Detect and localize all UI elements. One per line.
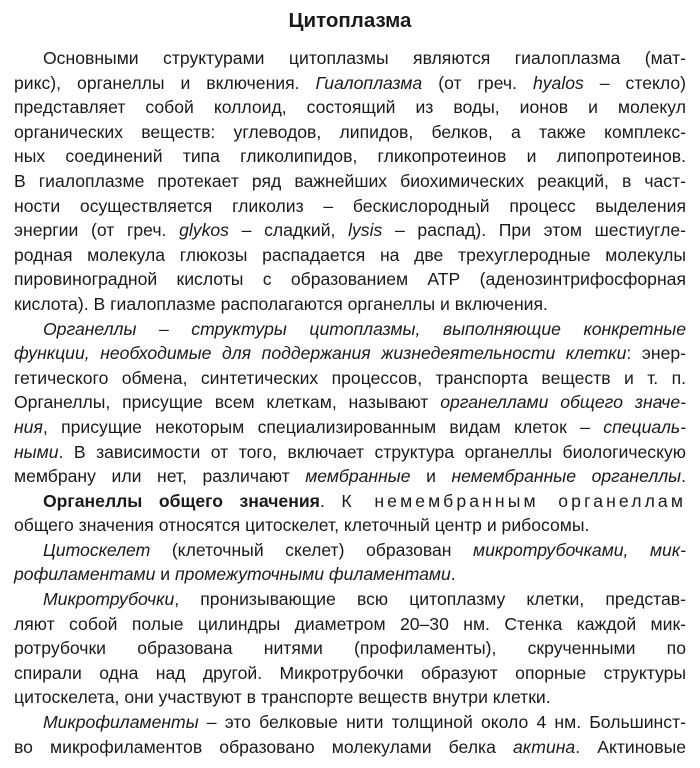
text-run: Основными структурами цитоплазмы являются гиалоплазма (мат- <box>43 48 686 68</box>
italic-term: hyalos <box>532 72 584 93</box>
text-line <box>14 464 686 489</box>
text-line <box>14 661 686 686</box>
text-run: представляет собой коллоид, состоящий из воды, ионов и молекул <box>14 97 686 118</box>
text-run: ротрубочки образована нитями (профиламенты), скрученными по <box>14 638 686 659</box>
text-run: и <box>410 466 452 487</box>
text-run: органических веществ: углеводов, липидов, белков, а также комплекс- <box>14 121 686 142</box>
text-run: (от греч. <box>422 72 533 93</box>
text-run: рикс), органеллы и включения. <box>14 72 316 93</box>
text-run: (клеточный скелет) образован <box>150 539 474 560</box>
text-line <box>14 366 686 391</box>
text-run: К немембранным органеллам <box>341 490 687 511</box>
text-run: , пронизывающие всю цитоплазму клетки, представ- <box>174 589 686 610</box>
italic-term: ными <box>14 441 59 462</box>
bold-heading: Органеллы общего значения <box>43 490 320 511</box>
text-run: ных соединений типа гликолипидов, гликопротеинов и липопротеинов. <box>14 146 686 167</box>
text-line <box>14 95 686 120</box>
italic-term: функции, необходимые для поддержания жизнедеятельности клетки <box>14 343 627 364</box>
text-line <box>14 292 686 317</box>
text-run: кислота). В гиалоплазме располагаются органеллы и включения. <box>14 293 548 314</box>
italic-term: актина <box>513 736 576 757</box>
text-line <box>14 267 686 292</box>
text-line <box>14 538 686 563</box>
italic-term: микротрубочками, <box>473 539 650 560</box>
text-line <box>14 218 686 243</box>
text-line <box>14 144 686 169</box>
text-line <box>14 612 686 637</box>
text-run: – это белковые нити толщиной около 4 нм. Большинст- <box>198 712 686 733</box>
text-run: общего значения относятся цитоскелет, клеточный центр и рибосомы. <box>14 515 590 536</box>
italic-term: lysis <box>348 220 383 241</box>
text-run: . <box>319 490 342 511</box>
text-line <box>14 415 686 440</box>
italic-term: Микротрубочки <box>43 589 175 610</box>
italic-term: Органеллы – структуры цитоплазмы, выполняющие конкретные <box>43 318 686 339</box>
italic-term: рофиламентами <box>14 564 156 585</box>
text-run: , присущие некоторым специализированным видам клеток – <box>42 416 604 437</box>
italic-term: немембранные органеллы <box>451 466 682 487</box>
text-line <box>14 341 686 366</box>
text-run: во микрофиламентов образовано молекулами белка <box>14 736 513 757</box>
text-line <box>14 562 686 587</box>
text-run: . В зависимости от того, включает структура органеллы биологическую <box>58 441 686 462</box>
text-run: родная молекула глюкозы распадается на две трехуглеродные молекулы <box>14 244 686 265</box>
text-line <box>14 46 686 71</box>
text-run: цитоскелета, они участвуют в транспорте веществ внутри клетки. <box>14 687 551 708</box>
text-run: . Актиновые <box>575 736 686 757</box>
text-run: . <box>450 564 456 585</box>
text-line <box>14 513 686 538</box>
text-run: мембрану или нет, различают <box>14 466 306 487</box>
text-line <box>14 685 686 710</box>
text-line <box>14 735 686 760</box>
page-title: Цитоплазма <box>288 9 412 32</box>
text-line <box>14 120 686 145</box>
text-run: : энер- <box>626 343 686 364</box>
text-line <box>14 390 686 415</box>
text-run: и <box>155 564 175 585</box>
italic-term: Цитоскелет <box>43 539 151 560</box>
italic-term: мембранные <box>305 466 411 487</box>
italic-term: ми <box>649 539 672 560</box>
text-line <box>14 440 686 465</box>
italic-term: Микрофиламенты <box>43 712 199 733</box>
text-run: ляют собой полые цилиндры диаметром 20–30 нм. Стенка каждой мик- <box>14 613 686 634</box>
italic-term: Гиалоплазма <box>315 72 423 93</box>
text-run: спирали одна над другой. Микротрубочки образуют опорные структуры <box>14 662 686 683</box>
text-run: Органеллы, присущие всем клеткам, называют <box>14 392 441 413</box>
text-run: . <box>681 466 686 487</box>
text-run: – стекло) <box>583 72 687 93</box>
text-run: – распад). При этом шестиугле- <box>382 220 686 241</box>
italic-term: специаль- <box>603 416 686 437</box>
text-line <box>14 71 686 96</box>
text-line <box>14 317 686 342</box>
text-line <box>14 710 686 735</box>
text-line <box>14 636 686 661</box>
text-line <box>14 587 686 612</box>
text-line <box>14 169 686 194</box>
text-run: В гиалоплазме протекает ряд важнейших биохимических реакций, в част- <box>14 170 686 191</box>
text-line <box>14 243 686 268</box>
text-line <box>14 194 686 219</box>
text-run: – сладкий, <box>228 220 349 241</box>
text-run: ности осуществляется гликолиз – бескислородный процесс выделения <box>14 195 686 216</box>
italic-term: органеллами общего значе- <box>440 392 686 413</box>
text-line <box>14 489 686 514</box>
body-text <box>14 46 686 759</box>
text-run: пировиноградной кислоты с образованием АТР (аденозинтрифосфорная <box>14 269 686 290</box>
italic-term: промежуточными филаментами <box>175 564 451 585</box>
italic-term: glykos <box>179 220 229 241</box>
text-run: гетического обмена, синтетических процессов, транспорта веществ и т. п. <box>14 367 686 388</box>
italic-term: к- <box>671 539 686 560</box>
italic-term: ния <box>14 416 43 437</box>
text-run: энергии (от греч. <box>14 220 180 241</box>
